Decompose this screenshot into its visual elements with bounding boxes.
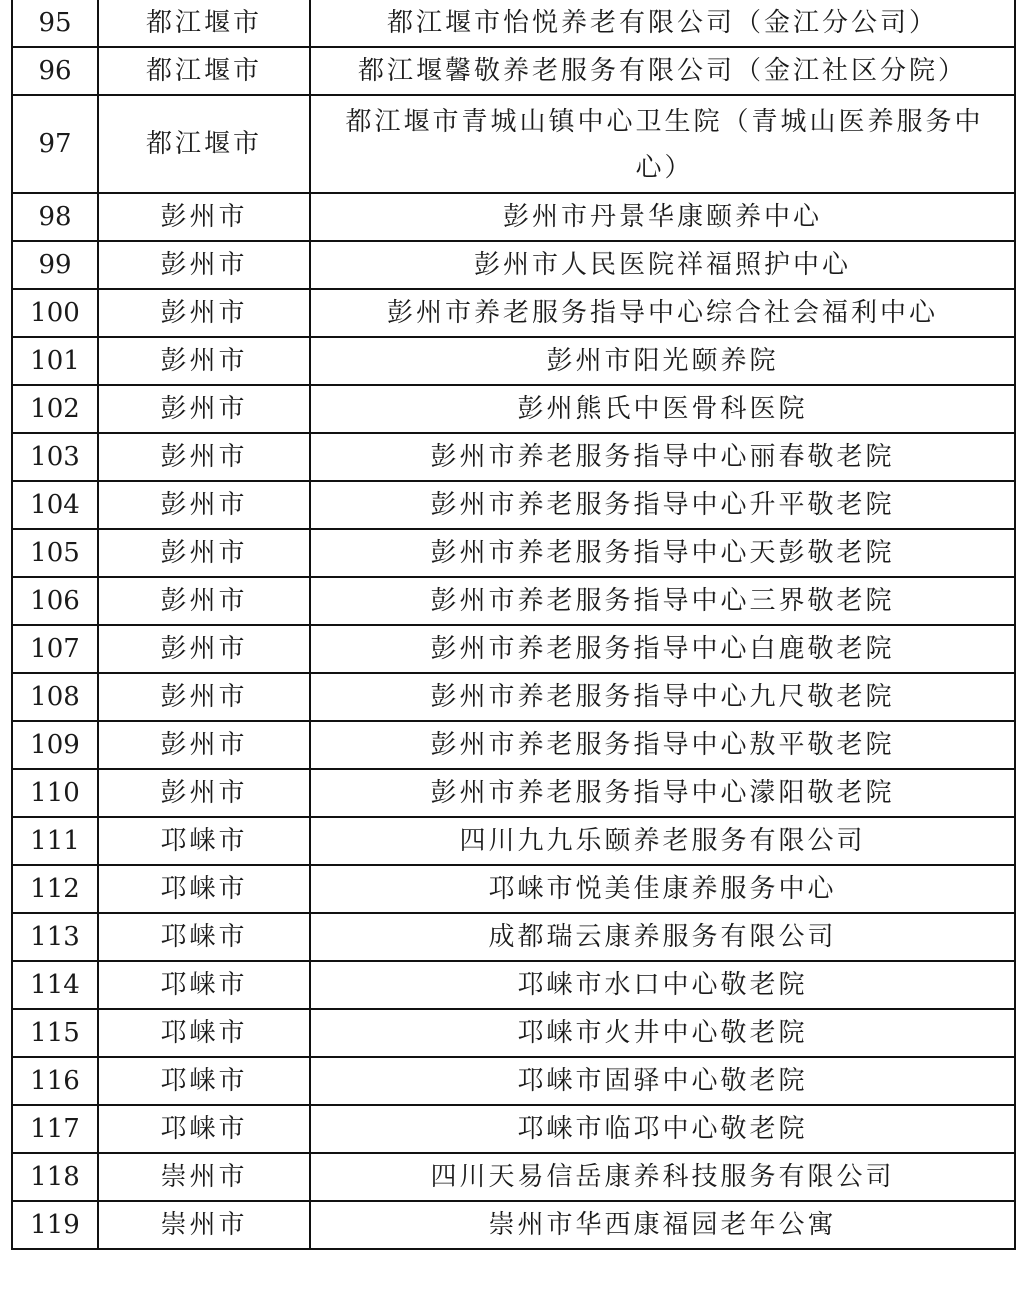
table-row [12,95,1015,193]
city-cell: 彭州市 [98,721,310,769]
institution-name-cell: 崇州市华西康福园老年公寓 [310,1201,1015,1249]
row-number-cell: 118 [12,1153,98,1201]
institution-name-cell: 彭州市养老服务指导中心天彭敬老院 [310,529,1015,577]
row-number-cell: 107 [12,625,98,673]
facility-table-container [11,0,1014,1250]
city-cell: 邛崃市 [98,817,310,865]
institution-name-cell: 彭州市养老服务指导中心丽春敬老院 [310,433,1015,481]
institution-name-cell: 彭州市养老服务指导中心九尺敬老院 [310,673,1015,721]
row-number-cell: 99 [12,241,98,289]
table-row [12,673,1015,721]
table-row [12,721,1015,769]
row-number-cell: 119 [12,1201,98,1249]
table-row [12,913,1015,961]
city-cell: 彭州市 [98,481,310,529]
row-number-cell: 101 [12,337,98,385]
row-number-cell: 109 [12,721,98,769]
city-cell: 彭州市 [98,577,310,625]
city-cell: 邛崃市 [98,1057,310,1105]
table-row [12,769,1015,817]
institution-name-cell: 彭州市养老服务指导中心三界敬老院 [310,577,1015,625]
table-row [12,625,1015,673]
row-number-cell: 95 [12,0,98,47]
city-cell: 都江堰市 [98,0,310,47]
city-cell: 邛崃市 [98,865,310,913]
city-cell: 彭州市 [98,241,310,289]
institution-name-cell: 四川九九乐颐养老服务有限公司 [310,817,1015,865]
row-number-cell: 113 [12,913,98,961]
institution-name-cell: 彭州熊氏中医骨科医院 [310,385,1015,433]
city-cell: 彭州市 [98,769,310,817]
row-number-cell: 98 [12,193,98,241]
facility-table [11,0,1016,1250]
row-number-cell: 111 [12,817,98,865]
table-row [12,865,1015,913]
table-row [12,47,1015,95]
institution-name-cell: 邛崃市固驿中心敬老院 [310,1057,1015,1105]
city-cell: 彭州市 [98,625,310,673]
institution-name-cell: 彭州市养老服务指导中心濛阳敬老院 [310,769,1015,817]
city-cell: 彭州市 [98,385,310,433]
table-row [12,0,1015,47]
city-cell: 彭州市 [98,529,310,577]
institution-name-cell: 彭州市养老服务指导中心敖平敬老院 [310,721,1015,769]
row-number-cell: 102 [12,385,98,433]
institution-name-cell: 成都瑞云康养服务有限公司 [310,913,1015,961]
city-cell: 邛崃市 [98,913,310,961]
city-cell: 邛崃市 [98,961,310,1009]
table-row [12,1057,1015,1105]
institution-name-cell: 都江堰市怡悦养老有限公司（金江分公司） [310,0,1015,47]
institution-name-cell: 彭州市阳光颐养院 [310,337,1015,385]
institution-name-cell: 彭州市养老服务指导中心升平敬老院 [310,481,1015,529]
row-number-cell: 96 [12,47,98,95]
institution-name-cell: 都江堰市青城山镇中心卫生院（青城山医养服务中心） [310,95,1015,193]
city-cell: 彭州市 [98,337,310,385]
city-cell: 邛崃市 [98,1009,310,1057]
city-cell: 都江堰市 [98,47,310,95]
table-row [12,1105,1015,1153]
institution-name-cell: 邛崃市水口中心敬老院 [310,961,1015,1009]
table-row [12,385,1015,433]
row-number-cell: 104 [12,481,98,529]
city-cell: 彭州市 [98,673,310,721]
institution-name-cell: 都江堰馨敬养老服务有限公司（金江社区分院） [310,47,1015,95]
row-number-cell: 117 [12,1105,98,1153]
institution-name-cell: 彭州市养老服务指导中心白鹿敬老院 [310,625,1015,673]
institution-name-cell: 四川天易信岳康养科技服务有限公司 [310,1153,1015,1201]
table-row [12,817,1015,865]
row-number-cell: 115 [12,1009,98,1057]
institution-name-cell: 邛崃市火井中心敬老院 [310,1009,1015,1057]
row-number-cell: 116 [12,1057,98,1105]
row-number-cell: 112 [12,865,98,913]
table-row [12,577,1015,625]
institution-name-cell: 彭州市丹景华康颐养中心 [310,193,1015,241]
table-row [12,961,1015,1009]
institution-name-cell: 邛崃市临邛中心敬老院 [310,1105,1015,1153]
city-cell: 都江堰市 [98,95,310,193]
city-cell: 彭州市 [98,289,310,337]
institution-name-cell: 邛崃市悦美佳康养服务中心 [310,865,1015,913]
table-row [12,529,1015,577]
table-row [12,1009,1015,1057]
table-row [12,1201,1015,1249]
city-cell: 崇州市 [98,1201,310,1249]
table-row [12,241,1015,289]
city-cell: 崇州市 [98,1153,310,1201]
row-number-cell: 110 [12,769,98,817]
row-number-cell: 105 [12,529,98,577]
facility-table-body [12,0,1015,1249]
table-row [12,433,1015,481]
row-number-cell: 114 [12,961,98,1009]
city-cell: 彭州市 [98,433,310,481]
row-number-cell: 106 [12,577,98,625]
institution-name-cell: 彭州市养老服务指导中心综合社会福利中心 [310,289,1015,337]
table-row [12,481,1015,529]
table-row [12,193,1015,241]
table-row [12,1153,1015,1201]
city-cell: 邛崃市 [98,1105,310,1153]
institution-name-cell: 彭州市人民医院祥福照护中心 [310,241,1015,289]
row-number-cell: 108 [12,673,98,721]
row-number-cell: 97 [12,95,98,193]
table-row [12,289,1015,337]
row-number-cell: 100 [12,289,98,337]
row-number-cell: 103 [12,433,98,481]
table-row [12,337,1015,385]
city-cell: 彭州市 [98,193,310,241]
